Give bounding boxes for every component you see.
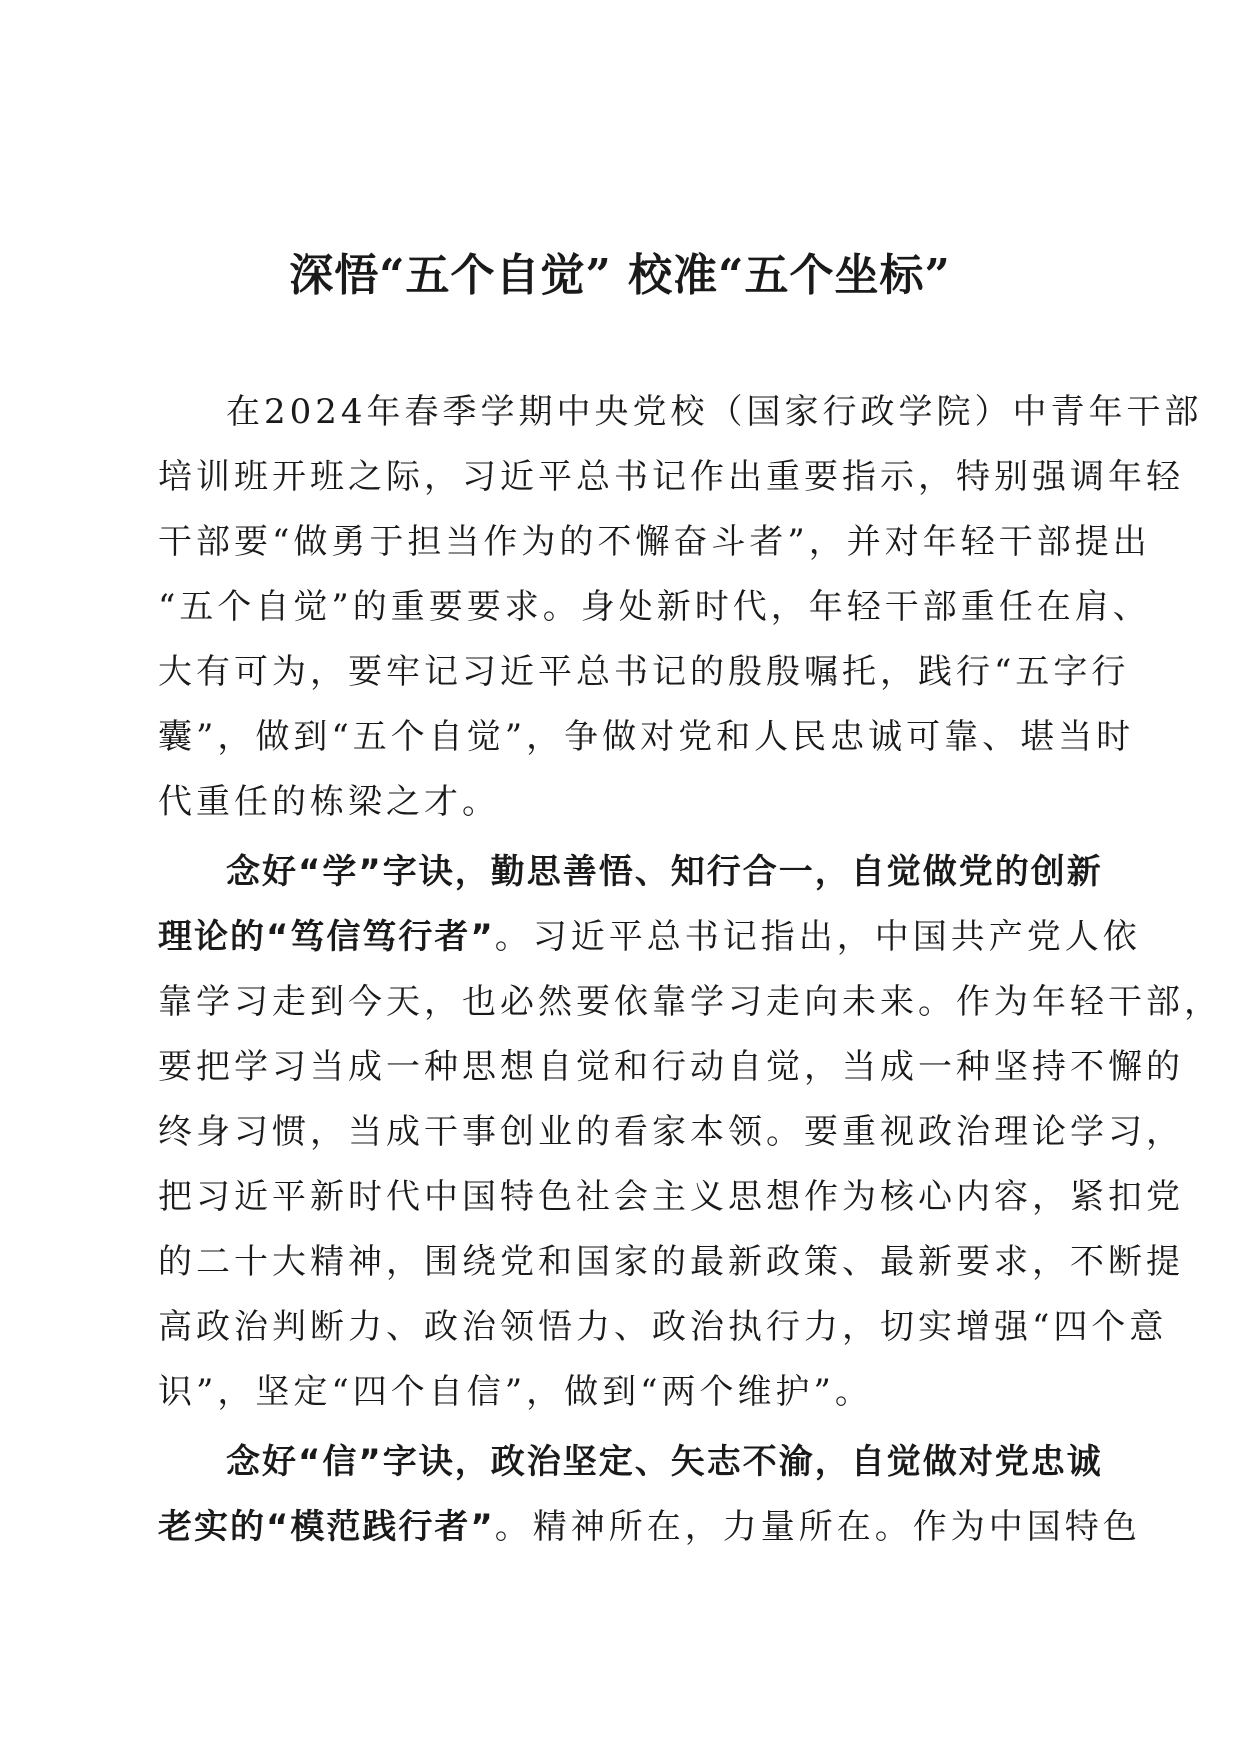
paragraph-1-line-5: 大有可为，要牢记习近平总书记的殷殷嘱托，践行“五字行 (158, 652, 1130, 692)
paragraph-2-line-8: 高政治判断力、政治领悟力、政治执行力，切实增强“四个意 (158, 1307, 1168, 1347)
paragraph-2-line-4: 要把学习当成一种思想自觉和行动自觉，当成一种坚持不懈的 (158, 1047, 1184, 1087)
paragraph-1-line-2: 培训班开班之际，习近平总书记作出重要指示，特别强调年轻 (158, 457, 1184, 497)
paragraph-3-line-2: 老实的“模范践行者”。精神所在，力量所在。作为中国特色 (158, 1507, 1141, 1547)
paragraph-1-line-1: 在2024年春季学期中央党校（国家行政学院）中青年干部 (226, 392, 1203, 432)
paragraph-1-line-6: 囊”，做到“五个自觉”，争做对党和人民忠诚可靠、堪当时 (158, 717, 1135, 757)
paragraph-2-line-9: 识”，坚定“四个自信”，做到“两个维护”。 (158, 1372, 873, 1412)
paragraph-1-line-4: “五个自觉”的重要要求。身处新时代，年轻干部重任在肩、 (158, 587, 1151, 627)
paragraph-2-line-3: 靠学习走到今天，也必然要依靠学习走向未来。作为年轻干部， (158, 982, 1222, 1022)
paragraph-1-line-7: 代重任的栋梁之才。 (158, 782, 500, 822)
paragraph-2-line-6: 把习近平新时代中国特色社会主义思想作为核心内容，紧扣党 (158, 1177, 1184, 1217)
paragraph-1-line-3: 干部要“做勇于担当作为的不懈奋斗者”，并对年轻干部提出 (158, 522, 1151, 562)
document-title: 深悟“五个自觉” 校准“五个坐标” (289, 250, 951, 301)
paragraph-2-line-7: 的二十大精神，围绕党和国家的最新政策、最新要求，不断提 (158, 1242, 1184, 1282)
paragraph-2-line-5: 终身习惯，当成干事创业的看家本领。要重视政治理论学习， (158, 1112, 1184, 1152)
paragraph-2-line-2: 理论的“笃信笃行者”。习近平总书记指出，中国共产党人依 (158, 917, 1141, 957)
paragraph-2-line-1: 念好“学”字诀，勤思善悟、知行合一，自觉做党的创新 (226, 852, 1103, 892)
paragraph-3-line-1: 念好“信”字诀，政治坚定、矢志不渝，自觉做对党忠诚 (226, 1442, 1103, 1482)
